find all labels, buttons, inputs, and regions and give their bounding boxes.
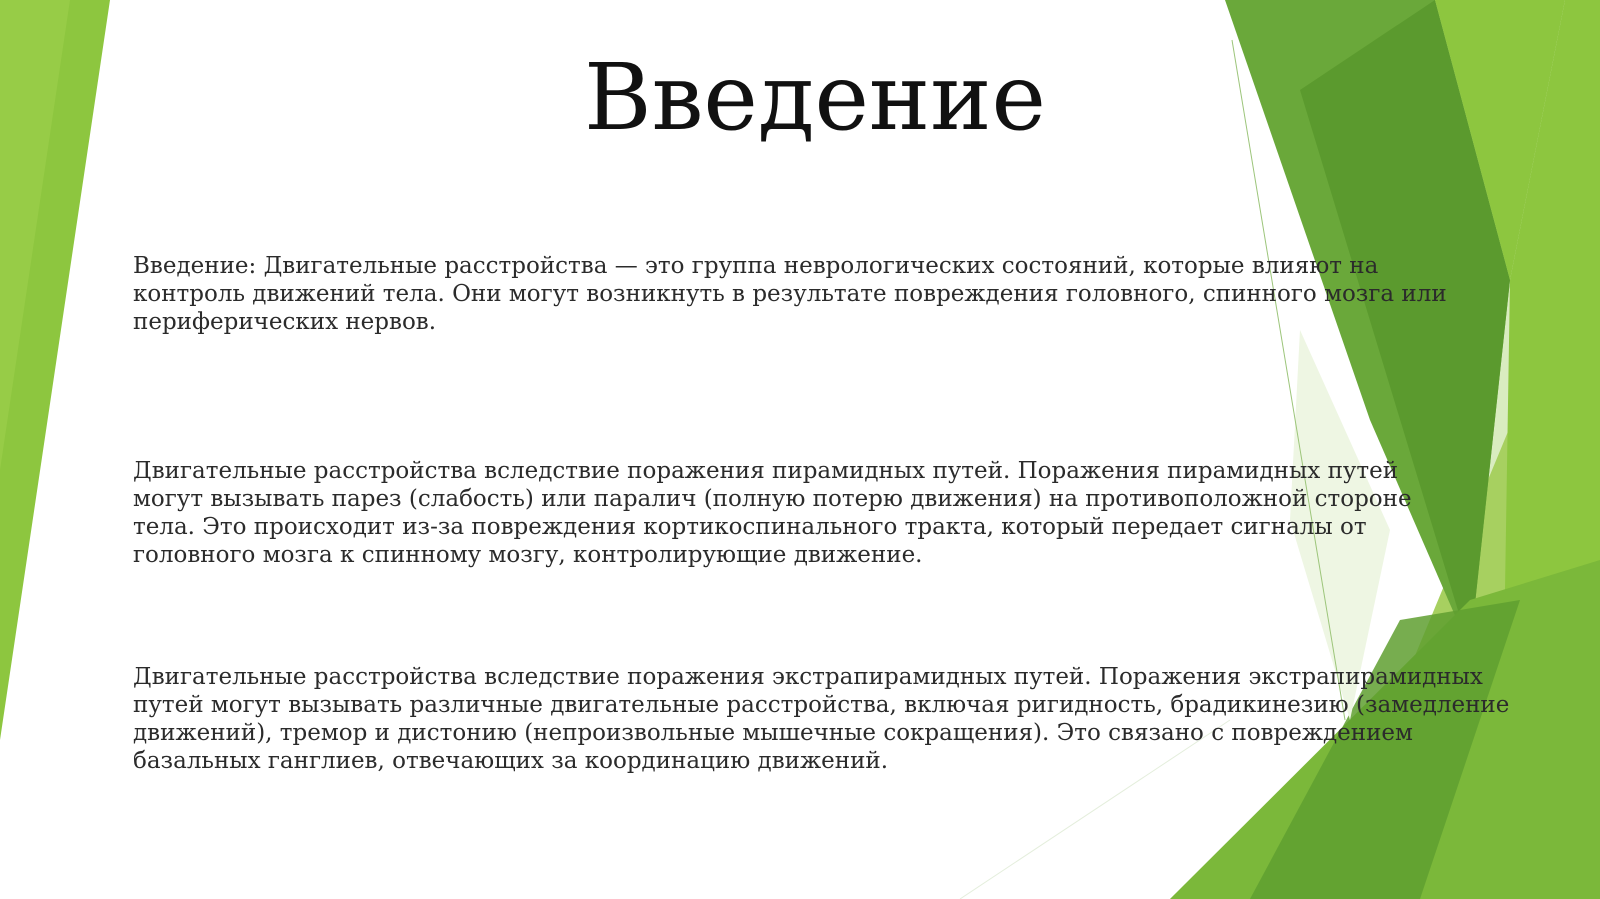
intro-paragraph: Введение: Двигательные расстройства — это группа неврологических состояний, которые влияют на контроль движений тела. Они могут возникнуть в результате повреждения головного, спинного мозга или периферических нервов. (133, 253, 1447, 335)
extrapyramidal-paragraph: Двигательные расстройства вследствие поражения экстрапирамидных путей. Поражения экстрапирамидных путей могут вызывать различные двигательные расстройства, включая ригидность, брадикинезию (замедление движений), тремор и дистонию (непроизвольные мышечные сокращения). Это связано с повреждением базальных ганглиев, отвечающих за координацию движений. (133, 664, 1510, 774)
slide-title: Введение (583, 44, 1047, 151)
pyramidal-paragraph: Двигательные расстройства вследствие поражения пирамидных путей. Поражения пирамидных путей могут вызывать парез (слабость) или паралич (полную потерю движения) на противоположной стороне тела. Это происходит из-за повреждения кортикоспинального тракта, который передает сигналы от головного мозга к спинному мозгу, контролирующие движение. (133, 458, 1412, 568)
